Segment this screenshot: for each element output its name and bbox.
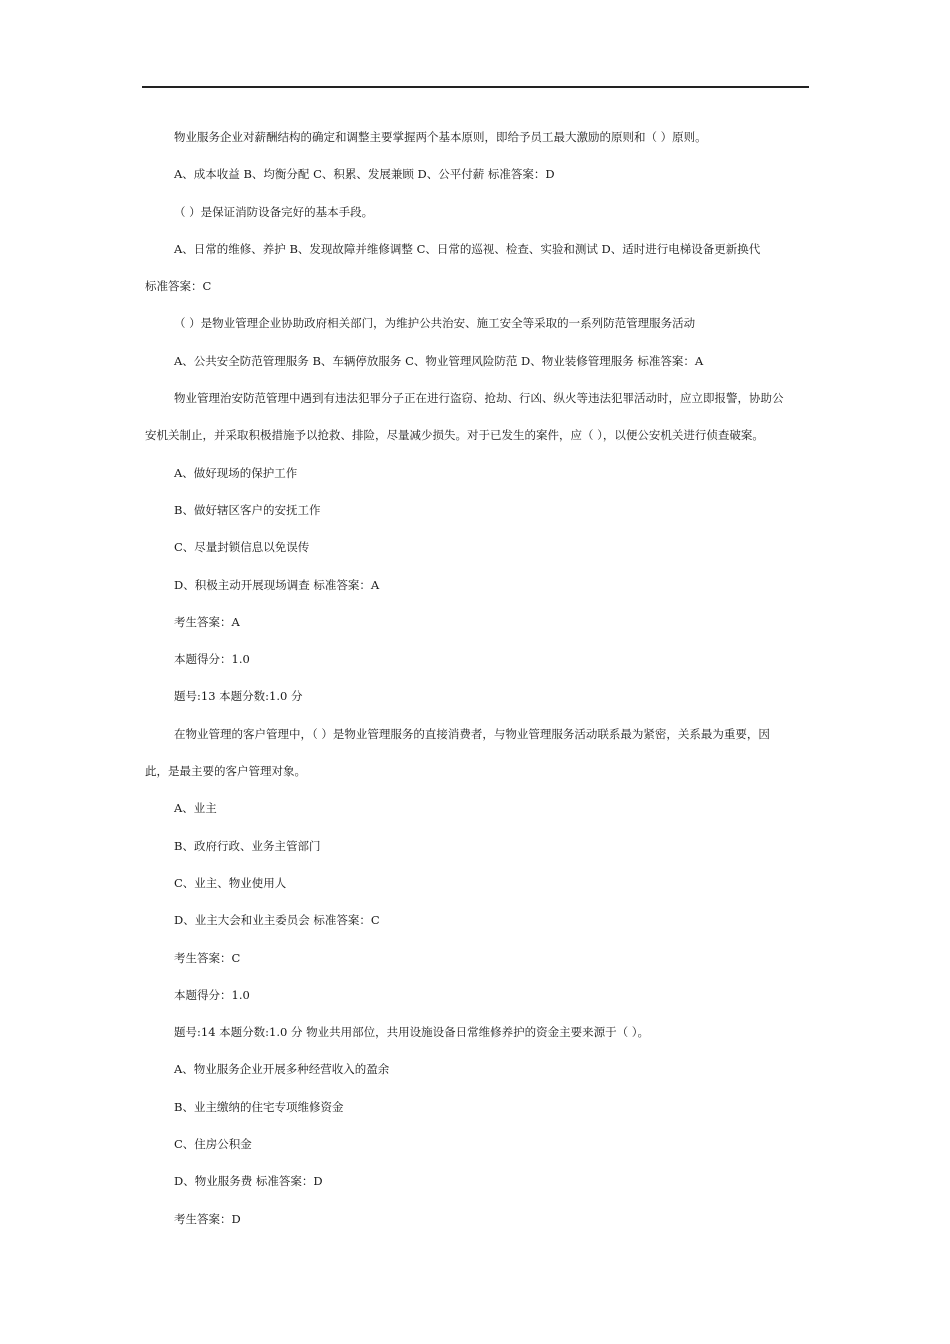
options-with-answer: A、公共安全防范管理服务 B、车辆停放服务 C、物业管理风险防范 D、物业装修管理服务 标准答案：A (174, 353, 704, 368)
examinee-answer: 考生答案：C (174, 950, 241, 965)
option-b: B、政府行政、业务主管部门 (174, 838, 321, 853)
option-d-with-answer: D、积极主动开展现场调查 标准答案：A (174, 577, 380, 592)
examinee-answer: 考生答案：D (174, 1211, 241, 1226)
option-c: C、尽量封锁信息以免误传 (174, 540, 310, 555)
option-b: B、业主缴纳的住宅专项维修资金 (174, 1099, 344, 1114)
question-text: 在物业管理的客户管理中，（ ）是物业管理服务的直接消费者，与物业管理服务活动联系最为紧密，关系最为重要，因 (174, 726, 770, 741)
question-text: （ ）是保证消防设备完好的基本手段。 (174, 204, 374, 219)
question-score: 本题得分：1.0 (174, 987, 250, 1002)
option-a: A、业主 (174, 801, 217, 816)
option-c: C、住房公积金 (174, 1137, 252, 1152)
header-rule (142, 86, 809, 88)
question-text: 物业服务企业对薪酬结构的确定和调整主要掌握两个基本原则，即给予员工最大激励的原则和（ ）原则。 (174, 130, 707, 144)
question-score: 本题得分：1.0 (174, 652, 250, 667)
question-text: （ ）是物业管理企业协助政府相关部门，为维护公共治安、施工安全等采取的一系列防范管理服务活动 (174, 316, 696, 331)
options-text: A、日常的维修、养护 B、发现故障并维修调整 C、日常的巡视、检查、实验和测试 D、适时进行电梯设备更新换代 (174, 241, 761, 256)
standard-answer: 标准答案：C (145, 279, 212, 294)
question-number-14: 题号:14 本题分数:1.0 分 物业共用部位，共用设施设备日常维修养护的资金主要来源于（ ）。 (174, 1025, 650, 1040)
option-a: A、做好现场的保护工作 (174, 465, 298, 480)
examinee-answer: 考生答案：A (174, 614, 240, 629)
option-a: A、物业服务企业开展多种经营收入的盈余 (174, 1062, 390, 1077)
document-body (145, 129, 809, 1248)
options-with-answer: A、成本收益 B、均衡分配 C、积累、发展兼顾 D、公平付薪 标准答案：D (174, 167, 555, 182)
option-d-with-answer: D、物业服务费 标准答案：D (174, 1174, 323, 1189)
question-text: 物业管理治安防范管理中遇到有违法犯罪分子正在进行盗窃、抢劫、行凶、纵火等违法犯罪活动时，应立即报警，协助公 (174, 391, 784, 406)
option-d-with-answer: D、业主大会和业主委员会 标准答案：C (174, 913, 380, 928)
option-c: C、业主、物业使用人 (174, 875, 287, 890)
question-number-13: 题号:13 本题分数:1.0 分 (174, 689, 303, 704)
question-text-continued: 此，是最主要的客户管理对象。 (145, 764, 306, 779)
question-text-continued: 安机关制止，并采取积极措施予以抢救、排险，尽量减少损失。对于已发生的案件，应（ ），以便公安机关进行侦查破案。 (145, 428, 764, 443)
option-b: B、做好辖区客户的安抚工作 (174, 502, 321, 517)
